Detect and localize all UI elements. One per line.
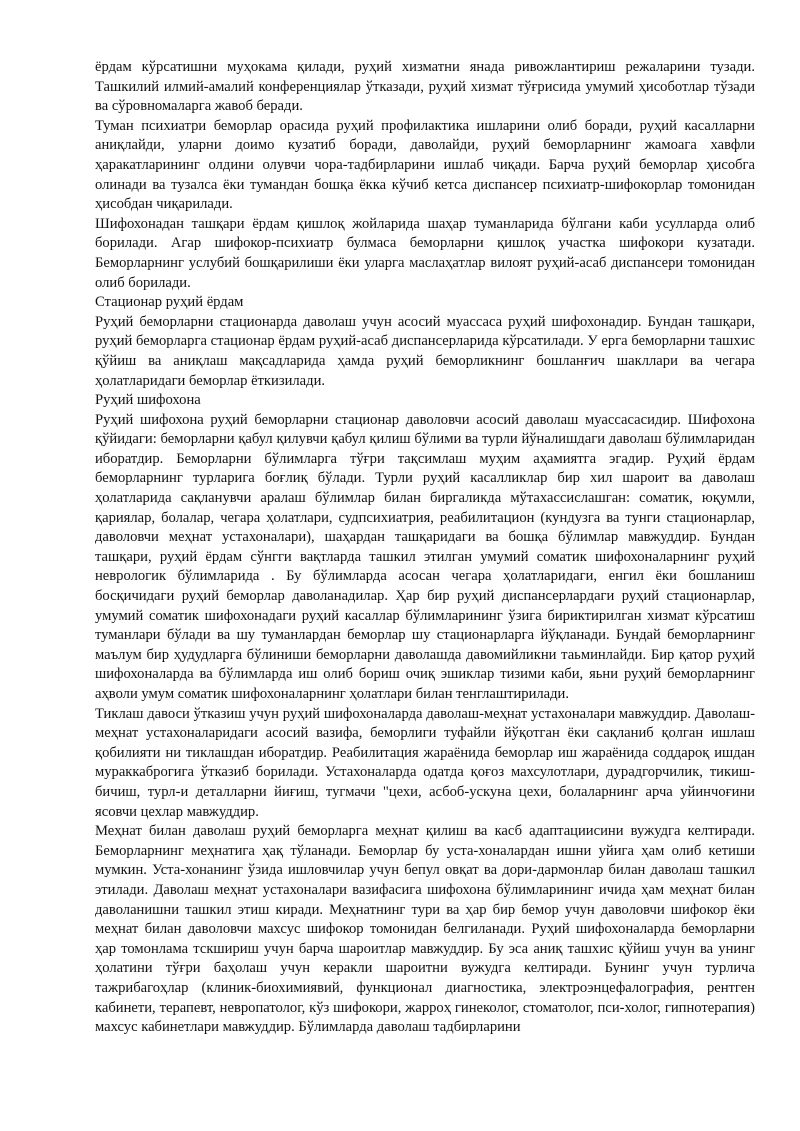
paragraph: Тиклаш давоси ўтказиш учун руҳий шифохоналарда даволаш-меҳнат устахоналари мавжуддир. Даволаш-меҳнат устахоналаридаги асосий вазифа, беморлиги туфайли йўқотган ёки сақланиб қолган ишлаш қобилияти ни тиклашдан иборатдир. Реабилитация жараёнида беморлар иш жараёнида соддароқ ишдан мураккаброгига ўтказиб борилади. Устахоналарда одатда қоғоз махсулотлари, дурадгорчилик, тикиш-бичиш, турл-и деталларни йиғиш, тугмачи "цехи, асбоб-ускуна цехи, болаларнинг арча уйинчоғини ясовчи цехлар мавжуддир.	[95, 705, 755, 820]
paragraph: Туман психиатри беморлар орасида руҳий профилактика ишларини олиб боради, руҳий касалларни аниқлайди, уларни доимо кузатиб боради, даволайди, руҳий беморларнинг жамоага хавфли ҳаракатларининг олдини олувчи чора-тадбирларини ишлаб чиқади. Барча руҳий беморлар ҳисобга олинади ва тузалса ёки тумандан бошқа ёкка кўчиб кетса диспансер психиатр-шифокорлар томонидан ҳисобдан чиқарилади.	[95, 117, 755, 213]
paragraph: Меҳнат билан даволаш руҳий беморларга меҳнат қилиш ва касб адаптациисини вужудга келтиради. Беморларнинг меҳнатига ҳақ тўланади. Беморлар бу уста-хоналардан ишни уйига ҳам олиб кетиши мумкин. Уста-хонанинг ўзида ишловчилар учун бепул овқат ва дори-дармонлар билан даволаш ташкил этилади. Даволаш меҳнат устахоналари вазифасига шифохона бўлимларининг ичида ҳам меҳнат билан даволанишни ташкил этиш киради. Меҳнатнинг тури ва ҳар бир бемор учун даволовчи шифокор ёки меҳнат билан даволовчи махсус шифокор томонидан белгиланади. Руҳий шифохоналарда беморларни ҳар томонлама тскшириш учун барча шароитлар мавжуддир. Бу эса аниқ ташхис қўйиш учун ва унинг ҳолатини тўғри баҳолаш учун керакли шароитни вужудга келтиради. Бунинг учун турлича тажрибагоҳлар (клиник-биохимиявий, функционал диагностика, электроэнцефалография, рентген кабинети, терапевт, невропатолог, кўз шифокори, жарроҳ гинеколог, стоматолог, пси-холог, гипнотерапия) махсус кабинетлари мавжуддир. Бўлимларда даволаш тадбирларини	[95, 823, 755, 1036]
paragraph: ёрдам кўрсатишни муҳокама қилади, руҳий хизматни янада ривожлантириш режаларини тузади. Ташкилий илмий-амалий конференциялар ўтказади, руҳий хизмат тўғрисида умумий ҳисоботлар тўзади ва сўровномаларга жавоб беради.	[95, 59, 755, 115]
paragraph: Руҳий беморларни стационарда даволаш учун асосий муассаса руҳий шифохонадир. Бундан ташқари, руҳий беморларга стационар ёрдам руҳий-асаб диспансерларида кўрсатилади. У ерга беморларни ташхис қўйиш ва аниқлаш мақсадларида ҳамда руҳий беморликнинг бошланғич шакллари ва чегара ҳолатларидаги беморлар ёткизилади.	[95, 313, 755, 389]
section-heading-psychiatric-hospital: Руҳий шифохона	[95, 392, 201, 409]
section-heading-stationary-care: Стационар руҳий ёрдам	[95, 294, 244, 311]
paragraph: Шифохонадан ташқари ёрдам қишлоқ жойларида шаҳар туманларида бўлгани каби усулларда олиб борилади. Агар шифокор-психиатр булмаса беморларни қишлоқ участка шифокори кузатади. Беморларнинг услубий бошқарилиши ёки уларга маслаҳатлар вилоят руҳий-асаб диспансери томонидан олиб борилади.	[95, 215, 755, 291]
document-page	[95, 58, 755, 1038]
paragraph: Руҳий шифохона руҳий беморларни стационар даволовчи асосий даволаш муассасасидир. Шифохона қўйидаги: беморларни қабул қилувчи қабул қилиш бўлими ва турли йўналишдаги даволаш бўлимларидан иборатдир. Беморларни бўлимларга тўғри тақсимлаш муҳим аҳамиятга эгадир. Руҳий ёрдам беморларнинг турларига боғлиқ бўлади. Турли руҳий касалликлар бир хил шароит ва даволаш ҳолатларида сақланувчи аралаш бўлимлар билан биргаликда мўтахассислашган: соматик, юқумли, қариялар, болалар, чегара ҳолатлари, судпсихиатрия, реабилитацион (кундузга ва тунги стационарлар, даволовчи меҳнат устахоналари), шаҳардан ташқаридаги ва бошқа бўлимлар мавжуддир. Бундан ташқари, руҳий ёрдам сўнгги вақтларда ташкил этилган умумий соматик шифохоналарнинг руҳий неврологик бўлимларида . Бу бўлимларда асосан чегара ҳолатларидаги, енгил ёки бошланиш босқичидаги руҳий беморлар даволанадилар. Ҳар бир руҳий диспансерлардаги руҳий стационарлар, умумий соматик шифохонадаги руҳий касаллар бўлимларининг ўзига бириктирилган хизмат кўрсатиш туманлари бўлади ва шу туманлардан беморлар шу стационарларга йўқланади. Бундай беморларнинг маълум бир ҳудудларга бўлиниши беморларни даволашда давомийликни таьминлайди. Бир қатор руҳий шифохоналарда ва бўлимларда иш олиб бориш очиқ эшиклар тизими каби, яьни руҳий беморларнинг аҳволи умум соматик шифохоналарнинг ҳолатлари билан тенглаштирилади.	[95, 411, 755, 702]
